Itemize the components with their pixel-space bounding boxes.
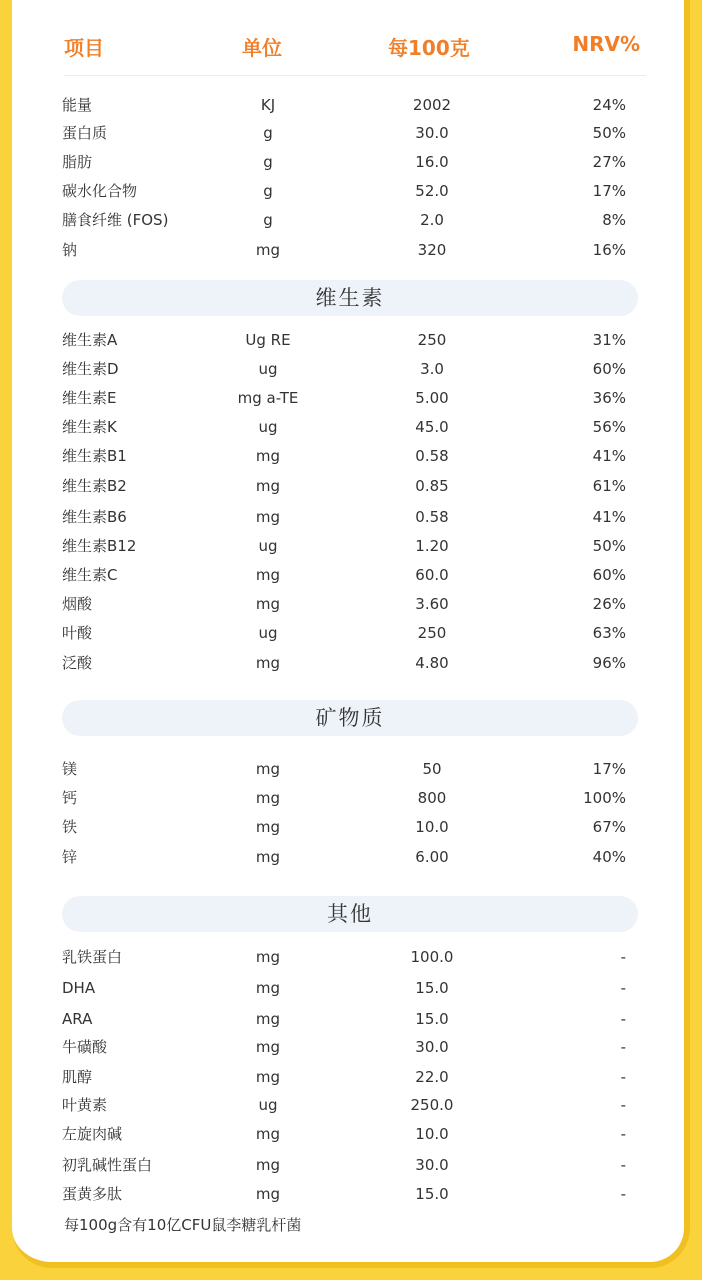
nutrient-nrv: - xyxy=(620,1156,626,1174)
nutrient-unit: mg xyxy=(255,595,281,613)
nutrient-value: 320 xyxy=(417,241,447,259)
table-row xyxy=(0,444,702,468)
nutrient-unit: mg xyxy=(255,789,281,807)
header-nrv: NRV% xyxy=(572,32,640,56)
nutrient-value: 15.0 xyxy=(415,1185,449,1203)
nutrient-unit: mg xyxy=(255,1156,281,1174)
nutrient-nrv: 96% xyxy=(592,654,626,672)
nutrient-name: 铁 xyxy=(62,818,78,836)
nutrient-value: 45.0 xyxy=(415,418,449,436)
nutrient-unit: mg xyxy=(255,1010,281,1028)
nutrient-unit: mg xyxy=(255,1038,281,1056)
nutrient-value: 30.0 xyxy=(415,124,449,142)
nutrient-unit: mg xyxy=(255,1068,281,1086)
table-row xyxy=(0,93,702,117)
nutrient-name: 维生素E xyxy=(62,389,117,407)
nutrient-unit: mg xyxy=(255,654,281,672)
table-row xyxy=(0,945,702,969)
nutrient-name: 维生素B12 xyxy=(62,537,137,555)
header-divider xyxy=(64,75,646,76)
nutrient-value: 250 xyxy=(417,331,447,349)
nutrient-value: 50 xyxy=(422,760,442,778)
nutrient-value: 30.0 xyxy=(415,1038,449,1056)
nutrient-name: 泛酸 xyxy=(62,654,93,672)
nutrient-nrv: 8% xyxy=(602,211,626,229)
nutrient-name: 膳食纤维 (FOS) xyxy=(62,211,169,229)
nutrient-value: 22.0 xyxy=(415,1068,449,1086)
nutrient-name: 维生素A xyxy=(62,331,118,349)
table-header xyxy=(64,32,646,62)
nutrient-name: 乳铁蛋白 xyxy=(62,948,123,966)
nutrient-nrv: 63% xyxy=(592,624,626,642)
nutrient-unit: mg xyxy=(255,979,281,997)
nutrient-nrv: 40% xyxy=(592,848,626,866)
nutrient-name: 能量 xyxy=(62,96,93,114)
table-row xyxy=(0,415,702,439)
nutrient-value: 15.0 xyxy=(415,979,449,997)
nutrient-value: 60.0 xyxy=(415,566,449,584)
nutrient-nrv: - xyxy=(620,979,626,997)
nutrient-name: DHA xyxy=(62,979,96,997)
nutrient-name: 维生素C xyxy=(62,566,118,584)
nutrient-value: 4.80 xyxy=(415,654,449,672)
nutrient-name: 左旋肉碱 xyxy=(62,1125,123,1143)
table-row xyxy=(0,208,702,232)
nutrient-name: 锌 xyxy=(62,848,78,866)
table-row xyxy=(0,121,702,145)
nutrient-nrv: - xyxy=(620,948,626,966)
table-row xyxy=(0,1182,702,1206)
table-row xyxy=(0,357,702,381)
nutrient-value: 0.58 xyxy=(415,447,449,465)
nutrient-unit: mg xyxy=(255,447,281,465)
nutrient-nrv: 50% xyxy=(592,537,626,555)
nutrient-nrv: 60% xyxy=(592,566,626,584)
nutrient-name: 肌醇 xyxy=(62,1068,93,1086)
nutrient-value: 52.0 xyxy=(415,182,449,200)
nutrient-unit: mg xyxy=(255,848,281,866)
nutrient-value: 10.0 xyxy=(415,1125,449,1143)
nutrient-name: 蛋黄多肽 xyxy=(62,1185,123,1203)
nutrient-name: 叶黄素 xyxy=(62,1096,108,1114)
nutrient-nrv: 67% xyxy=(592,818,626,836)
nutrient-unit: g xyxy=(263,124,273,142)
table-row xyxy=(0,534,702,558)
nutrient-nrv: - xyxy=(620,1010,626,1028)
nutrient-unit: ug xyxy=(258,360,278,378)
nutrient-name: ARA xyxy=(62,1010,93,1028)
nutrient-value: 16.0 xyxy=(415,153,449,171)
nutrient-unit: mg xyxy=(255,508,281,526)
table-row xyxy=(0,563,702,587)
nutrient-nrv: 41% xyxy=(592,508,626,526)
nutrient-unit: mg xyxy=(255,1185,281,1203)
table-row xyxy=(0,474,702,498)
nutrient-nrv: 24% xyxy=(592,96,626,114)
nutrient-value: 1.20 xyxy=(415,537,449,555)
nutrient-value: 100.0 xyxy=(410,948,454,966)
nutrient-value: 3.0 xyxy=(420,360,444,378)
nutrient-nrv: 31% xyxy=(592,331,626,349)
nutrient-unit: mg xyxy=(255,1125,281,1143)
header-unit: 单位 xyxy=(242,36,282,60)
nutrient-nrv: - xyxy=(620,1125,626,1143)
nutrient-value: 0.85 xyxy=(415,477,449,495)
table-row xyxy=(0,1007,702,1031)
nutrient-unit: g xyxy=(263,153,273,171)
nutrient-nrv: 26% xyxy=(592,595,626,613)
nutrient-unit: ug xyxy=(258,624,278,642)
nutrient-name: 叶酸 xyxy=(62,624,93,642)
nutrient-unit: mg xyxy=(255,818,281,836)
table-row xyxy=(0,1153,702,1177)
nutrient-unit: ug xyxy=(258,418,278,436)
nutrient-name: 碳水化合物 xyxy=(62,182,138,200)
section-title-minerals: 矿物质 xyxy=(62,700,638,736)
nutrient-nrv: - xyxy=(620,1068,626,1086)
nutrient-value: 30.0 xyxy=(415,1156,449,1174)
section-title-others: 其他 xyxy=(62,896,638,932)
table-row xyxy=(0,651,702,675)
nutrient-nrv: 50% xyxy=(592,124,626,142)
nutrient-value: 10.0 xyxy=(415,818,449,836)
nutrient-unit: g xyxy=(263,182,273,200)
nutrient-unit: g xyxy=(263,211,273,229)
nutrient-name: 烟酸 xyxy=(62,595,93,613)
nutrient-nrv: 17% xyxy=(592,760,626,778)
nutrient-value: 250.0 xyxy=(410,1096,454,1114)
table-row xyxy=(0,757,702,781)
footnote: 每100g含有10亿CFU鼠李糖乳杆菌 xyxy=(64,1216,302,1234)
nutrient-value: 0.58 xyxy=(415,508,449,526)
table-row xyxy=(0,1093,702,1117)
nutrient-nrv: 100% xyxy=(583,789,626,807)
nutrient-name: 钠 xyxy=(62,241,78,259)
nutrient-name: 维生素B6 xyxy=(62,508,127,526)
table-row xyxy=(0,1035,702,1059)
nutrient-nrv: 41% xyxy=(592,447,626,465)
nutrient-unit: mg xyxy=(255,241,281,259)
table-row xyxy=(0,150,702,174)
nutrient-unit: mg xyxy=(255,948,281,966)
nutrient-value: 6.00 xyxy=(415,848,449,866)
table-row xyxy=(0,976,702,1000)
header-per-100g: 每100克 xyxy=(388,36,470,60)
nutrient-name: 维生素B1 xyxy=(62,447,127,465)
nutrient-value: 250 xyxy=(417,624,447,642)
nutrient-value: 800 xyxy=(417,789,447,807)
nutrient-nrv: 17% xyxy=(592,182,626,200)
nutrient-nrv: - xyxy=(620,1096,626,1114)
nutrient-nrv: 36% xyxy=(592,389,626,407)
nutrient-unit: KJ xyxy=(260,96,276,114)
nutrient-value: 2002 xyxy=(412,96,452,114)
table-row xyxy=(0,845,702,869)
header-item: 项目 xyxy=(64,36,104,60)
nutrient-name: 维生素B2 xyxy=(62,477,127,495)
nutrient-unit: mg xyxy=(255,760,281,778)
nutrient-name: 维生素D xyxy=(62,360,119,378)
nutrient-value: 5.00 xyxy=(415,389,449,407)
nutrient-unit: mg xyxy=(255,566,281,584)
section-title-vitamins: 维生素 xyxy=(62,280,638,316)
nutrient-nrv: - xyxy=(620,1038,626,1056)
nutrient-nrv: 27% xyxy=(592,153,626,171)
table-row xyxy=(0,386,702,410)
nutrient-unit: mg a-TE xyxy=(237,389,299,407)
table-row xyxy=(0,179,702,203)
nutrient-unit: mg xyxy=(255,477,281,495)
table-row xyxy=(0,238,702,262)
nutrient-value: 15.0 xyxy=(415,1010,449,1028)
nutrient-name: 初乳碱性蛋白 xyxy=(62,1156,153,1174)
nutrient-name: 牛磺酸 xyxy=(62,1038,108,1056)
nutrient-nrv: 16% xyxy=(592,241,626,259)
nutrient-name: 维生素K xyxy=(62,418,117,436)
nutrient-name: 脂肪 xyxy=(62,153,93,171)
table-row xyxy=(0,1122,702,1146)
table-row xyxy=(0,1065,702,1089)
table-row xyxy=(0,815,702,839)
table-row xyxy=(0,505,702,529)
nutrient-nrv: 61% xyxy=(592,477,626,495)
table-row xyxy=(0,621,702,645)
nutrient-value: 3.60 xyxy=(415,595,449,613)
table-row xyxy=(0,328,702,352)
nutrient-nrv: 60% xyxy=(592,360,626,378)
nutrient-unit: Ug RE xyxy=(245,331,291,349)
table-row xyxy=(0,592,702,616)
nutrient-unit: ug xyxy=(258,1096,278,1114)
nutrient-nrv: 56% xyxy=(592,418,626,436)
nutrient-name: 蛋白质 xyxy=(62,124,108,142)
nutrient-value: 2.0 xyxy=(420,211,444,229)
nutrient-nrv: - xyxy=(620,1185,626,1203)
nutrient-name: 镁 xyxy=(62,760,78,778)
nutrient-name: 钙 xyxy=(62,789,78,807)
nutrient-unit: ug xyxy=(258,537,278,555)
table-row xyxy=(0,786,702,810)
